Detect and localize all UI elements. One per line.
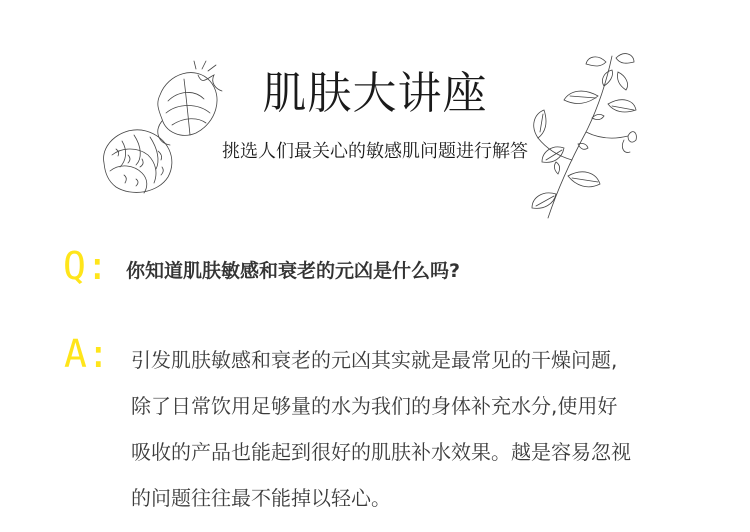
answer-text (131, 337, 691, 521)
answer-line: 除了日常饮用足够量的水为我们的身体补充水分,使用好 (131, 394, 618, 418)
answer-marker: A: (64, 332, 110, 376)
question-marker: Q: (63, 244, 109, 288)
page-title: 肌肤大讲座 (262, 68, 488, 119)
page-subtitle: 挑选人们最关心的敏感肌问题进行解答 (222, 141, 528, 162)
answer-line: 的问题往往最不能掉以轻心。 (131, 486, 391, 510)
answer-line: 吸收的产品也能起到很好的肌肤补水效果。越是容易忽视 (131, 440, 631, 464)
question-text: 你知道肌肤敏感和衰老的元凶是什么吗? (126, 260, 461, 282)
answer-line: 引发肌肤敏感和衰老的元凶其实就是最常见的干燥问题, (131, 348, 618, 372)
